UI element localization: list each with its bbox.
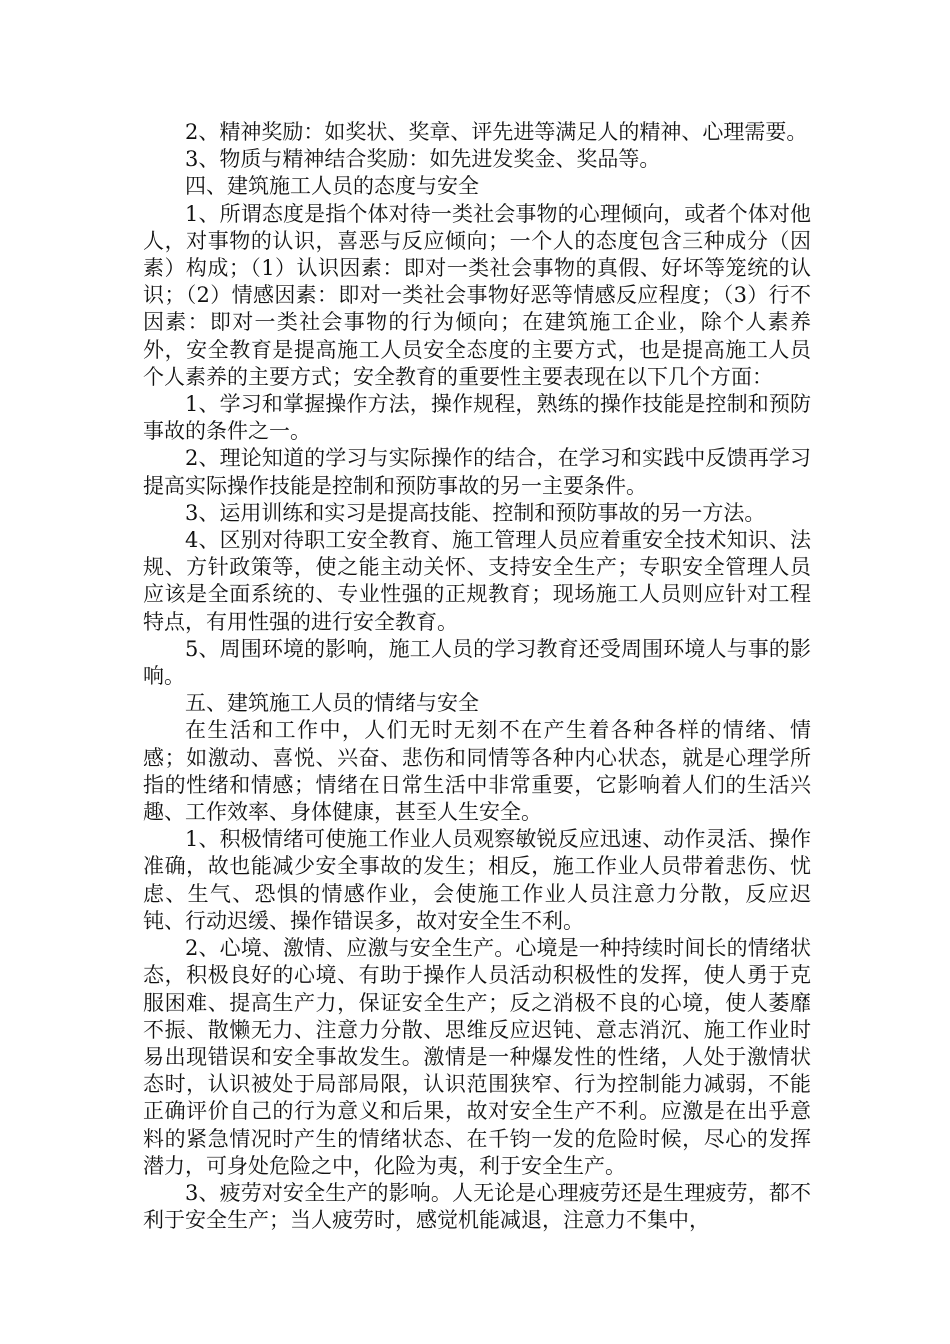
- paragraph-mood-passion-stress: 2、心境、激情、应激与安全生产。心境是一种持续时间长的情绪状态，积极良好的心境、有助于操作人员活动积极性的发挥，使人勇于克服困难、提高生产力，保证安全生产；反之消极不良的心境，使人萎靡不振、散懒无力、注意力分散、思维反应迟钝、意志消沉、施工作业时易出现错误和安全事故发生。激情是一种爆发性的性绪，人处于激情状态时，认识被处于局部局限，认识范围狭窄、行为控制能力减弱，不能正确评价自己的行为意义和后果，故对安全生产不利。应激是在出乎意料的紧急情况时产生的情绪状态、在千钧一发的危险时候，尽心的发挥潜力，可身处危险之中，化险为夷，利于安全生产。: [143, 936, 811, 1178]
- paragraph-training-practice: 3、运用训练和实习是提高技能、控制和预防事故的另一方法。: [185, 500, 766, 525]
- paragraph-combined-reward: 3、物质与精神结合奖励：如先进发奖金、奖品等。: [185, 147, 661, 172]
- paragraph-emotion-intro: 在生活和工作中，人们无时无刻不在产生着各种各样的情绪、情感；如激动、喜悦、兴奋、悲伤和同情等各种内心状态，就是心理学所指的性绪和情感；情绪在日常生活中非常重要，它影响着人们的生活兴趣、工作效率、身体健康，甚至人生安全。: [143, 718, 811, 825]
- paragraph-theory-practice: 2、理论知道的学习与实际操作的结合，在学习和实践中反馈再学习提高实际操作技能是控制和预防事故的另一主要条件。: [143, 446, 811, 498]
- document-body: [143, 119, 811, 1234]
- paragraph-spiritual-reward: 2、精神奖励：如奖状、奖章、评先进等满足人的精神、心理需要。: [185, 120, 808, 144]
- paragraph-learn-operation: 1、学习和掌握操作方法，操作规程，熟练的操作技能是控制和预防事故的条件之一。: [143, 392, 811, 444]
- section-heading-emotion: 五、建筑施工人员的情绪与安全: [185, 691, 479, 716]
- paragraph-fatigue: 3、疲劳对安全生产的影响。人无论是心理疲劳还是生理疲劳，都不利于安全生产；当人疲劳时，感觉机能减退，注意力不集中，: [143, 1180, 811, 1233]
- paragraph-environment-influence: 5、周围环境的影响，施工人员的学习教育还受周围环境人与事的影响。: [143, 636, 811, 689]
- paragraph-attitude-definition: 1、所谓态度是指个体对待一类社会事物的心理倾向，或者个体对他人，对事物的认识，喜恶与反应倾向；一个人的态度包含三种成分（因素）构成；（1）认识因素：即对一类社会事物的真假、好坏等笼统的认识；（2）情感因素：即对一类社会事物好恶等情感反应程度；（3）行不因素：即对一类社会事物的行为倾向；在建筑施工企业，除个人素养外，安全教育是提高施工人员安全态度的主要方式，也是提高施工人员个人素养的主要方式；安全教育的重要性主要表现在以下几个方面：: [143, 201, 811, 389]
- paragraph-differentiated-education: 4、区别对待职工安全教育、施工管理人员应着重安全技术知识、法规、方针政策等，使之能主动关怀、支持安全生产；专职安全管理人员应该是全面系统的、专业性强的正规教育；现场施工人员则应针对工程特点，有用性强的进行安全教育。: [143, 528, 811, 634]
- paragraph-positive-emotion: 1、积极情绪可使施工作业人员观察敏锐反应迅速、动作灵活、操作准确，故也能减少安全事故的发生；相反，施工作业人员带着悲伤、忧虑、生气、恐惧的情感作业，会使施工作业人员注意力分散，反应迟钝、行动迟缓、操作错误多，故对安全生不利。: [143, 827, 811, 933]
- section-heading-attitude: 四、建筑施工人员的态度与安全: [185, 174, 479, 199]
